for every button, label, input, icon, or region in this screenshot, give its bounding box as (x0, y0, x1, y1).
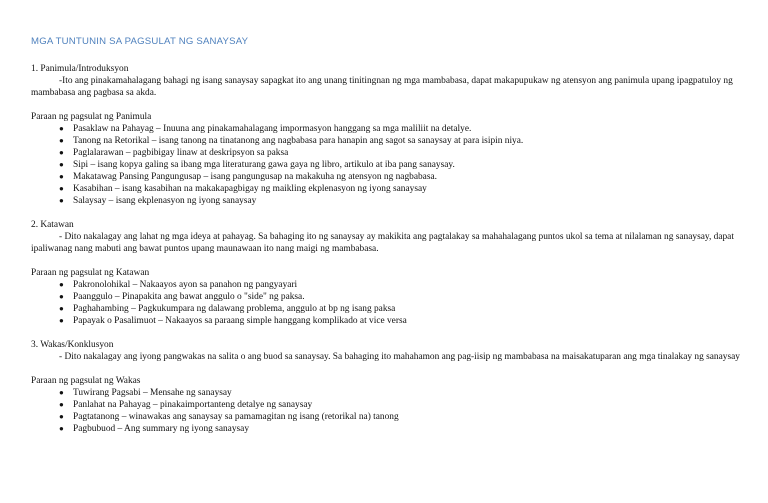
bullet-icon: ● (59, 184, 64, 193)
list-item: ● Pakronolohikal – Nakaayos ayon sa panahon ng pangyayari (59, 280, 298, 290)
bullet-icon: ● (59, 136, 64, 145)
list-item: ● Pasaklaw na Pahayag – Inuuna ang pinakamahalagang impormasyon hanggang sa mga maliliit na detalye. (59, 124, 472, 134)
list-item: ● Pagbubuod – Ang summary ng iyong sanaysay (59, 424, 250, 434)
method-subheading: Paraan ng pagsulat ng Katawan (31, 268, 150, 278)
list-item: ● Papayak o Pasalimuot – Nakaayos sa paraang simple hanggang komplikado at vice versa (59, 316, 407, 326)
section-heading: 3. Wakas/Konklusyon (31, 340, 114, 350)
section-wakas (31, 339, 744, 435)
bullet-icon: ● (59, 160, 64, 169)
list-item: ● Sipi – isang kopya galing sa ibang mga literaturang gawa gaya ng libro, artikulo at iba pang sanaysay. (59, 160, 455, 170)
method-list (31, 123, 744, 207)
bullet-icon: ● (59, 292, 64, 301)
list-item: ● Paglalarawan – pagbibigay linaw at deskripsyon sa paksa (59, 148, 289, 158)
list-item: ● Paanggulo – Pinapakita ang bawat anggulo o "side" ng paksa. (59, 292, 305, 302)
bullet-icon: ● (59, 388, 64, 397)
method-subheading: Paraan ng pagsulat ng Wakas (31, 376, 141, 386)
bullet-icon: ● (59, 124, 64, 133)
list-item: ● Kasabihan – isang kasabihan na makakapagbigay ng maikling ekplenasyon ng iyong sanaysay (59, 184, 427, 194)
section-paragraph: -Ito ang pinakamahalagang bahagi ng isang sanaysay sapagkat ito ang unang tinitingnan ng mga mambabasa, dapat makapupukaw ng atensyon ang panimula upang ipagpatuloy ng mambabasa ang pagbasa sa akda. (31, 76, 733, 98)
list-item: ● Tanong na Retorikal – isang tanong na tinatanong ang nagbabasa para hanapin ang sagot sa sanaysay at para isipin niya. (59, 136, 524, 146)
bullet-icon: ● (59, 424, 64, 433)
list-item: ● Salaysay – isang ekplenasyon ng iyong sanaysay (59, 196, 257, 206)
bullet-icon: ● (59, 400, 64, 409)
section-heading: 2. Katawan (31, 220, 74, 230)
bullet-icon: ● (59, 316, 64, 325)
method-subheading: Paraan ng pagsulat ng Panimula (31, 112, 152, 122)
method-list (31, 387, 744, 435)
bullet-icon: ● (59, 304, 64, 313)
bullet-icon: ● (59, 412, 64, 421)
method-list (31, 279, 744, 327)
section-katawan (31, 219, 744, 327)
section-heading: 1. Panimula/Introduksyon (31, 64, 129, 74)
list-item: ● Pagtatanong – winawakas ang sanaysay sa pamamagitan ng isang (retorikal na) tanong (59, 412, 399, 422)
bullet-icon: ● (59, 148, 64, 157)
list-item: ● Makatawag Pansing Pangungusap – isang pangungusap na makakuha ng atensyon ng nagbabasa. (59, 172, 437, 182)
section-panimula (31, 63, 744, 207)
section-paragraph: - Dito nakalagay ang lahat ng mga ideya at pahayag. Sa bahaging ito ng sanaysay ay makikita ang pagtalakay sa mahahalagang puntos ukol sa tema at nilalaman ng sanaysay, dapat ipaliwanag nang mabuti ang bawat puntos upang maunawaan ito nang maigi ng mambabasa. (31, 232, 734, 254)
document-title: MGA TUNTUNIN SA PAGSULAT NG SANAYSAY (31, 36, 249, 47)
list-item: ● Paghahambing – Pagkukumpara ng dalawang problema, anggulo at bp ng isang paksa (59, 304, 396, 314)
section-paragraph: - Dito nakalagay ang iyong pangwakas na salita o ang buod sa sanaysay. Sa bahaging ito mahahamon ang pag-iisip ng mambabasa na maisakatuparan ang mga tinalakay ng sanaysay (59, 352, 740, 362)
list-item: ● Panlahat na Pahayag – pinakaimportanteng detalye ng sanaysay (59, 400, 313, 410)
bullet-icon: ● (59, 196, 64, 205)
bullet-icon: ● (59, 172, 64, 181)
list-item: ● Tuwirang Pagsabi – Mensahe ng sanaysay (59, 388, 232, 398)
bullet-icon: ● (59, 280, 64, 289)
